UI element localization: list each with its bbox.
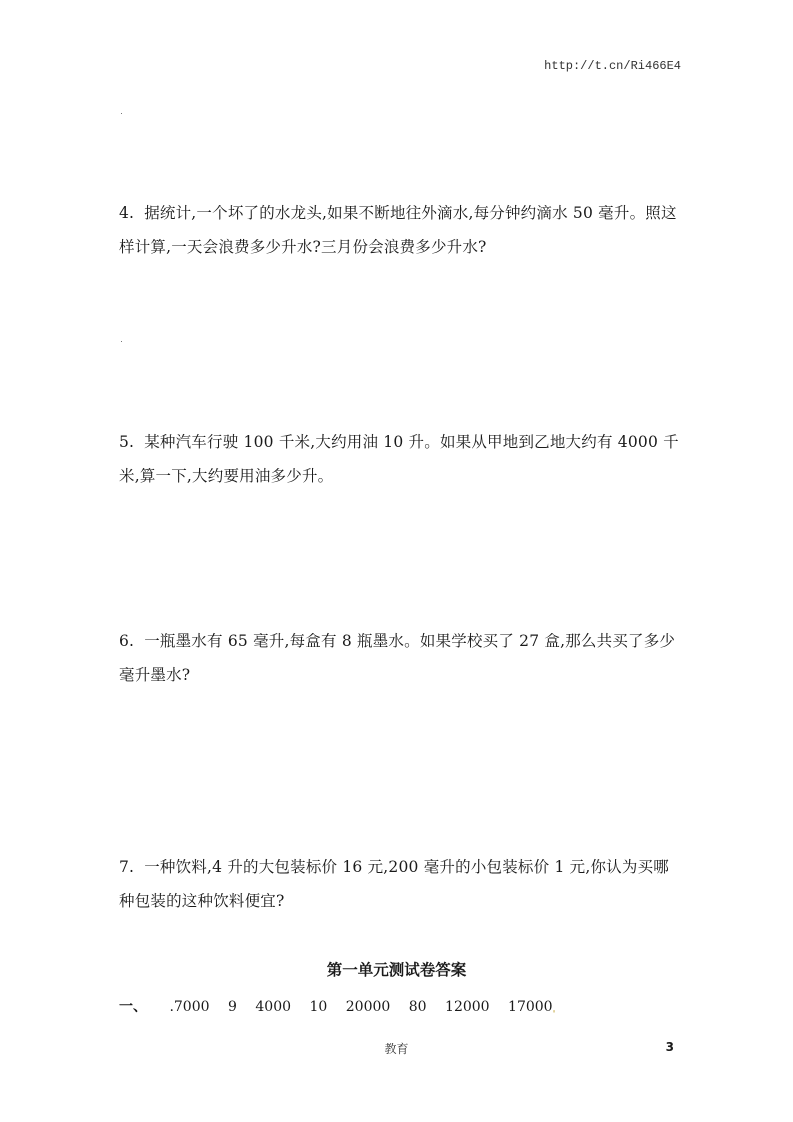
question-text: 一瓶墨水有 65 毫升,每盒有 8 瓶墨水。如果学校买了 27 盒,那么共买了多少毫升墨水? <box>119 632 676 684</box>
answer-title: 第一单元测试卷答案 <box>326 961 467 979</box>
question-number: 5. <box>119 433 135 451</box>
question-5 <box>119 425 679 493</box>
header-url: http://t.cn/Ri466E4 <box>544 59 681 73</box>
answer-value: 80 <box>408 999 427 1015</box>
answer-section-label: 一、 <box>119 999 147 1015</box>
question-6 <box>119 624 679 692</box>
margin-mark <box>121 341 122 342</box>
answer-value: 9 <box>228 999 237 1015</box>
page-number: 3 <box>665 1040 674 1054</box>
question-number: 7. <box>119 858 135 876</box>
yellow-tick-mark: ˌ <box>552 1003 556 1014</box>
question-7 <box>119 850 679 918</box>
answer-value: 10 <box>309 999 328 1015</box>
question-number: 4. <box>119 204 135 222</box>
answer-value: 17000 <box>508 999 553 1015</box>
answer-value: 4000 <box>255 999 292 1015</box>
margin-mark <box>121 113 122 114</box>
question-text: 某种汽车行驶 100 千米,大约用油 10 升。如果从甲地到乙地大约有 4000 千米,算一下,大约要用油多少升。 <box>119 433 679 485</box>
question-text: 据统计,一个坏了的水龙头,如果不断地往外滴水,每分钟约滴水 50 毫升。照这样计算,一天会浪费多少升水?三月份会浪费多少升水? <box>119 204 677 256</box>
answer-value: .7000 <box>169 999 210 1015</box>
question-number: 6. <box>119 632 135 650</box>
answer-row <box>119 996 555 1016</box>
question-text: 一种饮料,4 升的大包装标价 16 元,200 毫升的小包装标价 1 元,你认为买哪种包装的这种饮料便宜? <box>119 858 669 910</box>
answer-value: 12000 <box>445 999 490 1015</box>
footer-text: 教育 <box>384 1042 409 1056</box>
question-4 <box>119 196 679 264</box>
answer-value: 20000 <box>345 999 391 1015</box>
